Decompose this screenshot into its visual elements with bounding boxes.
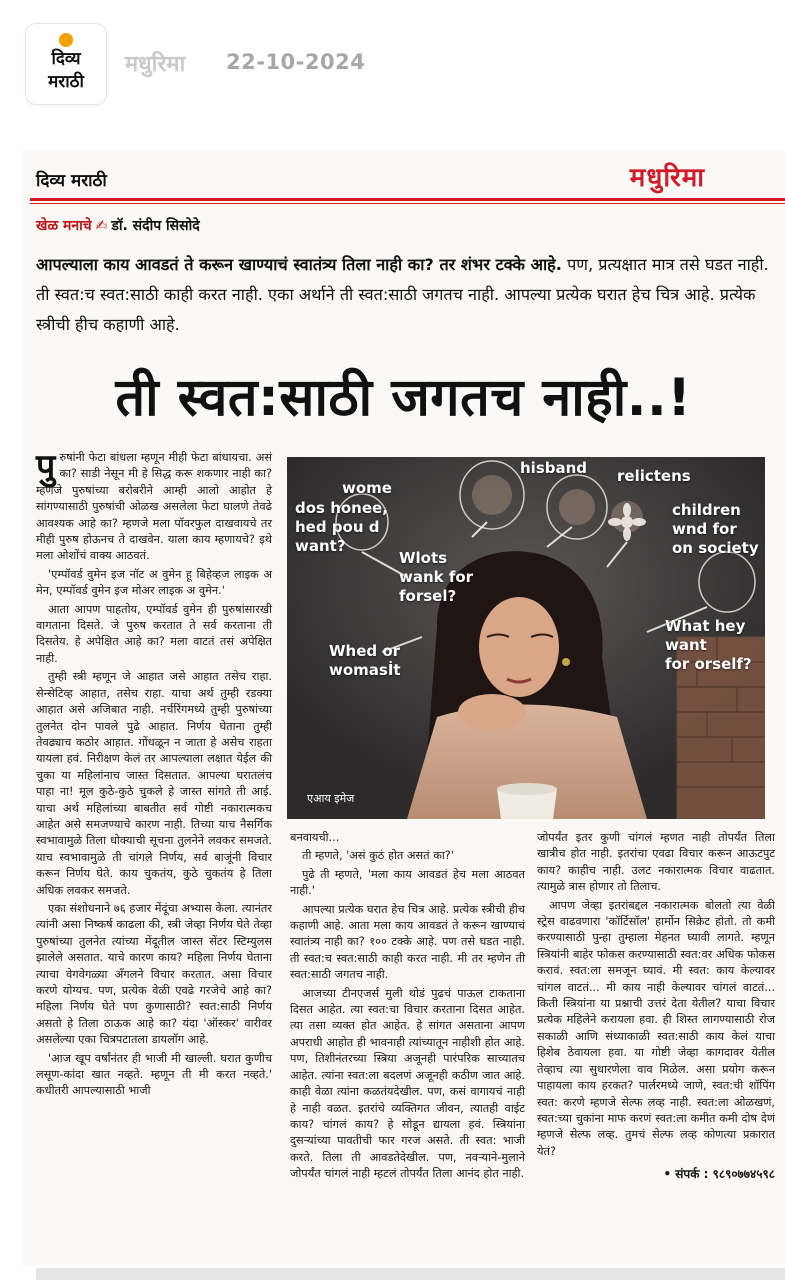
label-question-2: Wlots wank for forsel? — [399, 549, 474, 605]
paragraph: पुरुषांनी फेटा बांधला म्हणून मीही फेटा बांधायचा. असं का? साडी नेसून मी हे सिद्ध करू शकणार नाही का? म्हणजे पुरुषांच्या बरोबरीने आम्ही आलो आहोत हे सांगण्यासाठी पुरुषांची ओळख असलेला फेटा घालणे तेवढे आवश्यक आहे का? म्हणजे मला पॉवरफुल दाखवायचे तर मीही पुरुष होऊनच ते दाखवेन. याला काय म्हणायचे? इथे मला ओशोंचं वाक्य आठवतं. — [36, 447, 272, 563]
paragraph: तुम्ही स्त्री म्हणून जे आहात जसे आहात तसेच राहा. सेन्सेटिव्ह आहात, तसेच राहा. याचा अर्थ तुम्ही रडक्या आहात असे अजिबात नाही. नर्चरिंगमध्ये तुम्ही पुरुषांच्या तुलनेत दोन पावले पुढे आहात. निर्णय घेताना तुम्ही तेवढ्याच कठोर आहात. गोंधळून न जाता हे असेच राहता यायला हवं. निरीक्षण केलं तर आपल्याला लक्षात येईल की चुका या महिलांनाच जास्त दिसतात. आपल्या घरातलंच पाहा ना! मूल कुठे-कुठे चुकले हे जास्त सांगते ती आई. याचा अर्थ महिलांच्या बाबतीत सर्व गोष्टी नकारात्मकच आहेत असे समजण्याचे कारण नाही. तिच्या याच नैसर्गिक स्वभावामुळे तिला धोक्याची सूचना तुलनेने लवकर समजते. याच स्वभावामुळे ती चांगले निर्णय, सर्व बाजूंनी विचार करून निर्णय घेते. काय चुकतंय, कुठे चुकतंय हे तिला अधिक लवकर समजते. — [36, 670, 272, 897]
label-children: children wnd for on society — [672, 501, 759, 557]
logo-text-line2: मराठी — [48, 72, 84, 92]
ai-illustration[interactable] — [287, 457, 765, 819]
app-header — [0, 0, 785, 130]
column-name: खेळ मनाचे — [36, 218, 92, 234]
standfirst-rest: पण, प्रत्यक्षात मात्र तसे घडत नाही. ती स्वत:च स्वत:साठी काही करत नाही. एका अर्थाने ती स्वत:साठी जगतच नाही. आपल्या प्रत्येक घरात हेच चित्र आहे. प्रत्येक स्त्रीची हीच कहाणी आहे. — [36, 255, 769, 334]
divya-marathi-logo[interactable] — [26, 24, 106, 104]
paragraph: ती म्हणते, 'असं कुठं होत असतं का?' — [302, 849, 454, 863]
paragraph: बनवायची... — [290, 831, 340, 844]
label-whed: Whed or womasİt — [329, 642, 401, 679]
paragraph: पुढे ती म्हणते, 'मला काय आवडतं हेच मला आठवत नाही.' — [290, 867, 525, 898]
section-name: मधुरिमा — [125, 52, 186, 77]
standfirst-bold: आपल्याला काय आवडतं ते करून खाण्याचं स्वातंत्र्य तिला नाही का? तर शंभर टक्के आहे. — [36, 255, 562, 274]
contact-number: • संपर्क : ९८९०७७४५९८ — [663, 1167, 775, 1182]
label-relatives: relictens — [617, 467, 691, 485]
headline: ती स्वत:साठी जगतच नाही..! — [115, 368, 692, 428]
standfirst — [36, 250, 774, 340]
sun-icon — [59, 33, 73, 47]
masthead-rule — [30, 198, 785, 201]
paragraph: आजच्या टीनएजर्स मुली थोडं पुढचं पाऊल टाकताना दिसत आहेत. त्या स्वत:चा विचार करताना दिसत आहेत. त्या तसा व्यक्त होत आहेत. हे सांगत असताना आपण अपराधी आहोत ही भावनाही त्यांच्यातून नाहीशी होत आहे. पण, तिशीनंतरच्या स्त्रिया अजूनही पारंपरिक साच्यातच आहेत. त्यांना स्वत:ला बदलणं अजूनही कठीण जात आहे. काही वेळा त्यांना कळतंयदेखील. पण, कसं वागायचं नाही हे नाही वळत. इतरांचे व्यक्तिगत जीवन, त्यातही वाईट काय? चांगलं काय? हे सोडून द्यायला हवं. स्त्रियांना दुसऱ्यांच्या पावतीची फार गरज असते. ती स्वत: भाजी करते. तिला ती आवडतेदेखील. पण, नवऱ्याने-मुलाने जोपर्यंत चांगलं नाही म्हटलं तोपर्यंत तिला आनंद होत नाही. — [290, 986, 525, 1181]
paragraph: 'आज खूप वर्षांनंतर ही भाजी मी खाल्ली. घरात कुणीच लसूण-कांदा खात नव्हते. म्हणून ती मी करत नव्हते.' कधीतरी आपल्यासाठी भाजी — [36, 1051, 272, 1098]
paragraph: आपण जेव्हा इतरांबद्दल नकारात्मक बोलतो त्या वेळी स्ट्रेस वाढवणारा 'कॉर्टिसॉल' हार्मोन सिक्रेट होतो. तो कमी करण्यासाठी पुन्हा तुम्हाला मेहनत घ्यावी लागते. म्हणून स्त्रियांनी बाहेर फोकस करण्यासाठी स्वत:वर अधिक फोकस करावं. स्वत:ला समजून घ्यावं. मी स्वत: काय केल्यावर चांगल वाटतं... मी काय नाही केल्यावर चांगलं वाटतं... किती स्त्रियांना या प्रश्नाची उत्तरं देता येतील? याचा विचार प्रत्येक महिलेने करायला हवा. ही शिस्त लागण्यासाठी रोज सकाळी आणि संध्याकाळी स्वत:साठी काय केलं याचा हिशेब ठेवायला हवा. या गोष्टी जेव्हा कागदावर येतील तेव्हाच त्या सुधारणेला वाव मिळेल. असा प्रयोग करून पाहायला काय हरकत? पार्लरमध्ये जाणे, स्वत:ची शॉपिंग स्वत: करणे म्हणजे सेल्फ लव्ह नाही. स्वत:ला ओळखणं, स्वत:च्या चुकांना माफ करणं स्वत:ला कमीत कमी दोष देणं म्हणजे सेल्फ लव्ह. तुमचं सेल्फ लव्ह कोणत्या प्रकारात येतं? — [537, 898, 775, 1158]
masthead-rule-thin — [30, 203, 785, 204]
paragraph: आता आपण पाहतोय, एम्पॉवर्ड वुमेन ही पुरुषांसारखी वागताना दिसते. जे पुरुष करतात ते सर्व करताना ती दिसतेय. हे अपेक्षित आहे का? मला वाटतं तसं अपेक्षित नाही. — [36, 602, 272, 665]
newspaper-clipping[interactable] — [22, 150, 785, 1265]
author-name: डॉ. संदीप सिसोदे — [111, 218, 200, 234]
image-caption: एआय इमेज — [307, 792, 355, 805]
label-question-1: dos honee, hed pou d want? — [295, 499, 388, 555]
paragraph: जोपर्यंत इतर कुणी चांगलं म्हणत नाही तोपर्यंत तिला खात्रीच होत नाही. इतरांचा एवढा विचार करून आऊटपुट काय? काहीच नाही. उलट नकारात्मक विचार वाढतात. त्यामुळे त्रास होणार तो तिलाच. — [537, 831, 775, 894]
paragraph: आपल्या प्रत्येक घरात हेच चित्र आहे. प्रत्येक स्त्रीची हीच कहाणी आहे. आता मला काय आवडतं ते करून खाण्याचं स्वातंत्र्य नाही का? १०० टक्के आहे. पण तसे घडत नाही. ती स्वत:च स्वत:साठी काही करत नाही. मी तर म्हणेन ती स्वत:साठी जगतच नाही. — [290, 902, 525, 982]
masthead-right: मधुरिमा — [629, 163, 705, 193]
logo-text-line1: दिव्य — [51, 49, 81, 69]
paragraph: 'एम्पॉवर्ड वुमेन इज नॉट अ वुमेन हू बिहेव्हज लाइक अ मेन, एम्पॉवर्ड वुमेन इज मोअर लाइक अ वुमेन.' — [36, 567, 272, 598]
drop-cap: पु — [36, 447, 56, 487]
masthead-left: दिव्य मराठी — [36, 171, 107, 191]
article-column-1 — [36, 447, 272, 1102]
publish-date: 22-10-2024 — [226, 50, 366, 74]
article-column-2 — [290, 830, 525, 1185]
byline — [36, 216, 200, 235]
pen-icon: ✍ — [95, 218, 108, 234]
article-column-3 — [537, 830, 775, 1183]
label-what-they-want: What hey want for orself? — [665, 617, 752, 673]
bottom-edge — [36, 1268, 785, 1280]
paragraph: एका संशोधनाने ७६ हजार मेंदूंचा अभ्यास केला. त्यानंतर त्यांनी असा निष्कर्ष काढला की, स्त्री जेव्हा निर्णय घेते तेव्हा पुरुषांच्या तुलनेत त्यांच्या मेंदूतील जास्त सेंटर स्टिम्युलस झालेले असतात. याचे कारण काय? महिला निर्णय घेताना त्याचा वेगवेगळ्या अँगलने विचार करतात. असा विचार करणे योग्यच. पण, प्रत्येक वेळी एवढे गरजेचे आहे का? महिला निर्णय घेते पण कुणासाठी? स्वत:साठी निर्णय असतो हे तिला ठाऊक आहे का? यंदा 'ऑस्कर' वारीवर असलेल्या एका चित्रपटातला डायलॉग आहे. — [36, 901, 272, 1047]
label-women: wome — [342, 479, 392, 497]
label-husband: hisband — [520, 459, 588, 477]
